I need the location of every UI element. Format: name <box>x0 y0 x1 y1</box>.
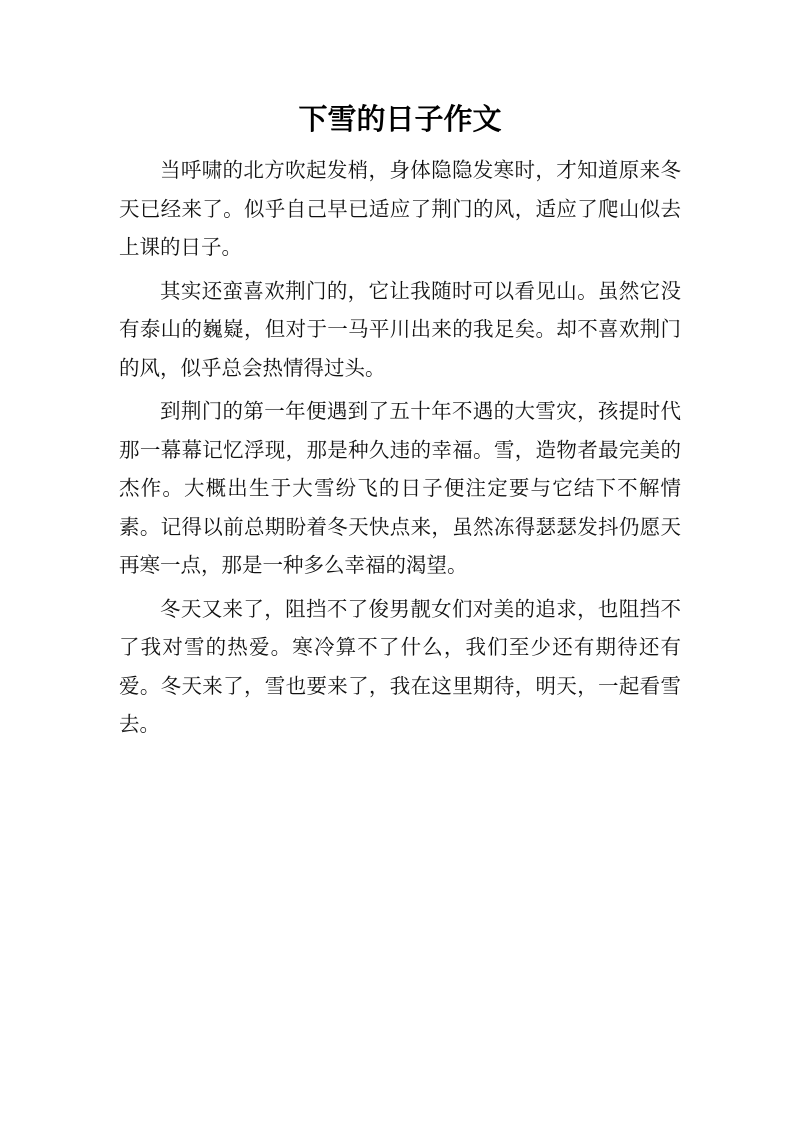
document-body <box>119 151 681 749</box>
document-title: 下雪的日子作文 <box>298 102 502 136</box>
paragraph-4: 冬天又来了，阻挡不了俊男靓女们对美的追求，也阻挡不了我对雪的热爱。寒冷算不了什么，我们至少还有期待还有爱。冬天来了，雪也要来了，我在这里期待，明天，一起看雪去。 <box>119 596 681 736</box>
paragraph-3: 到荆门的第一年便遇到了五十年不遇的大雪灾，孩提时代那一幕幕记忆浮现，那是种久违的幸福。雪，造物者最完美的杰作。大概出生于大雪纷飞的日子便注定要与它结下不解情素。记得以前总期盼着冬天快点来，虽然冻得瑟瑟发抖仍愿天再寒一点，那是一种多么幸福的渴望。 <box>119 399 681 577</box>
paragraph-2: 其实还蛮喜欢荆门的，它让我随时可以看见山。虽然它没有泰山的巍嶷，但对于一马平川出来的我足矣。却不喜欢荆门的风，似乎总会热情得过头。 <box>119 278 681 380</box>
paragraph-1: 当呼啸的北方吹起发梢，身体隐隐发寒时，才知道原来冬天已经来了。似乎自己早已适应了荆门的风，适应了爬山似去上课的日子。 <box>119 158 681 259</box>
